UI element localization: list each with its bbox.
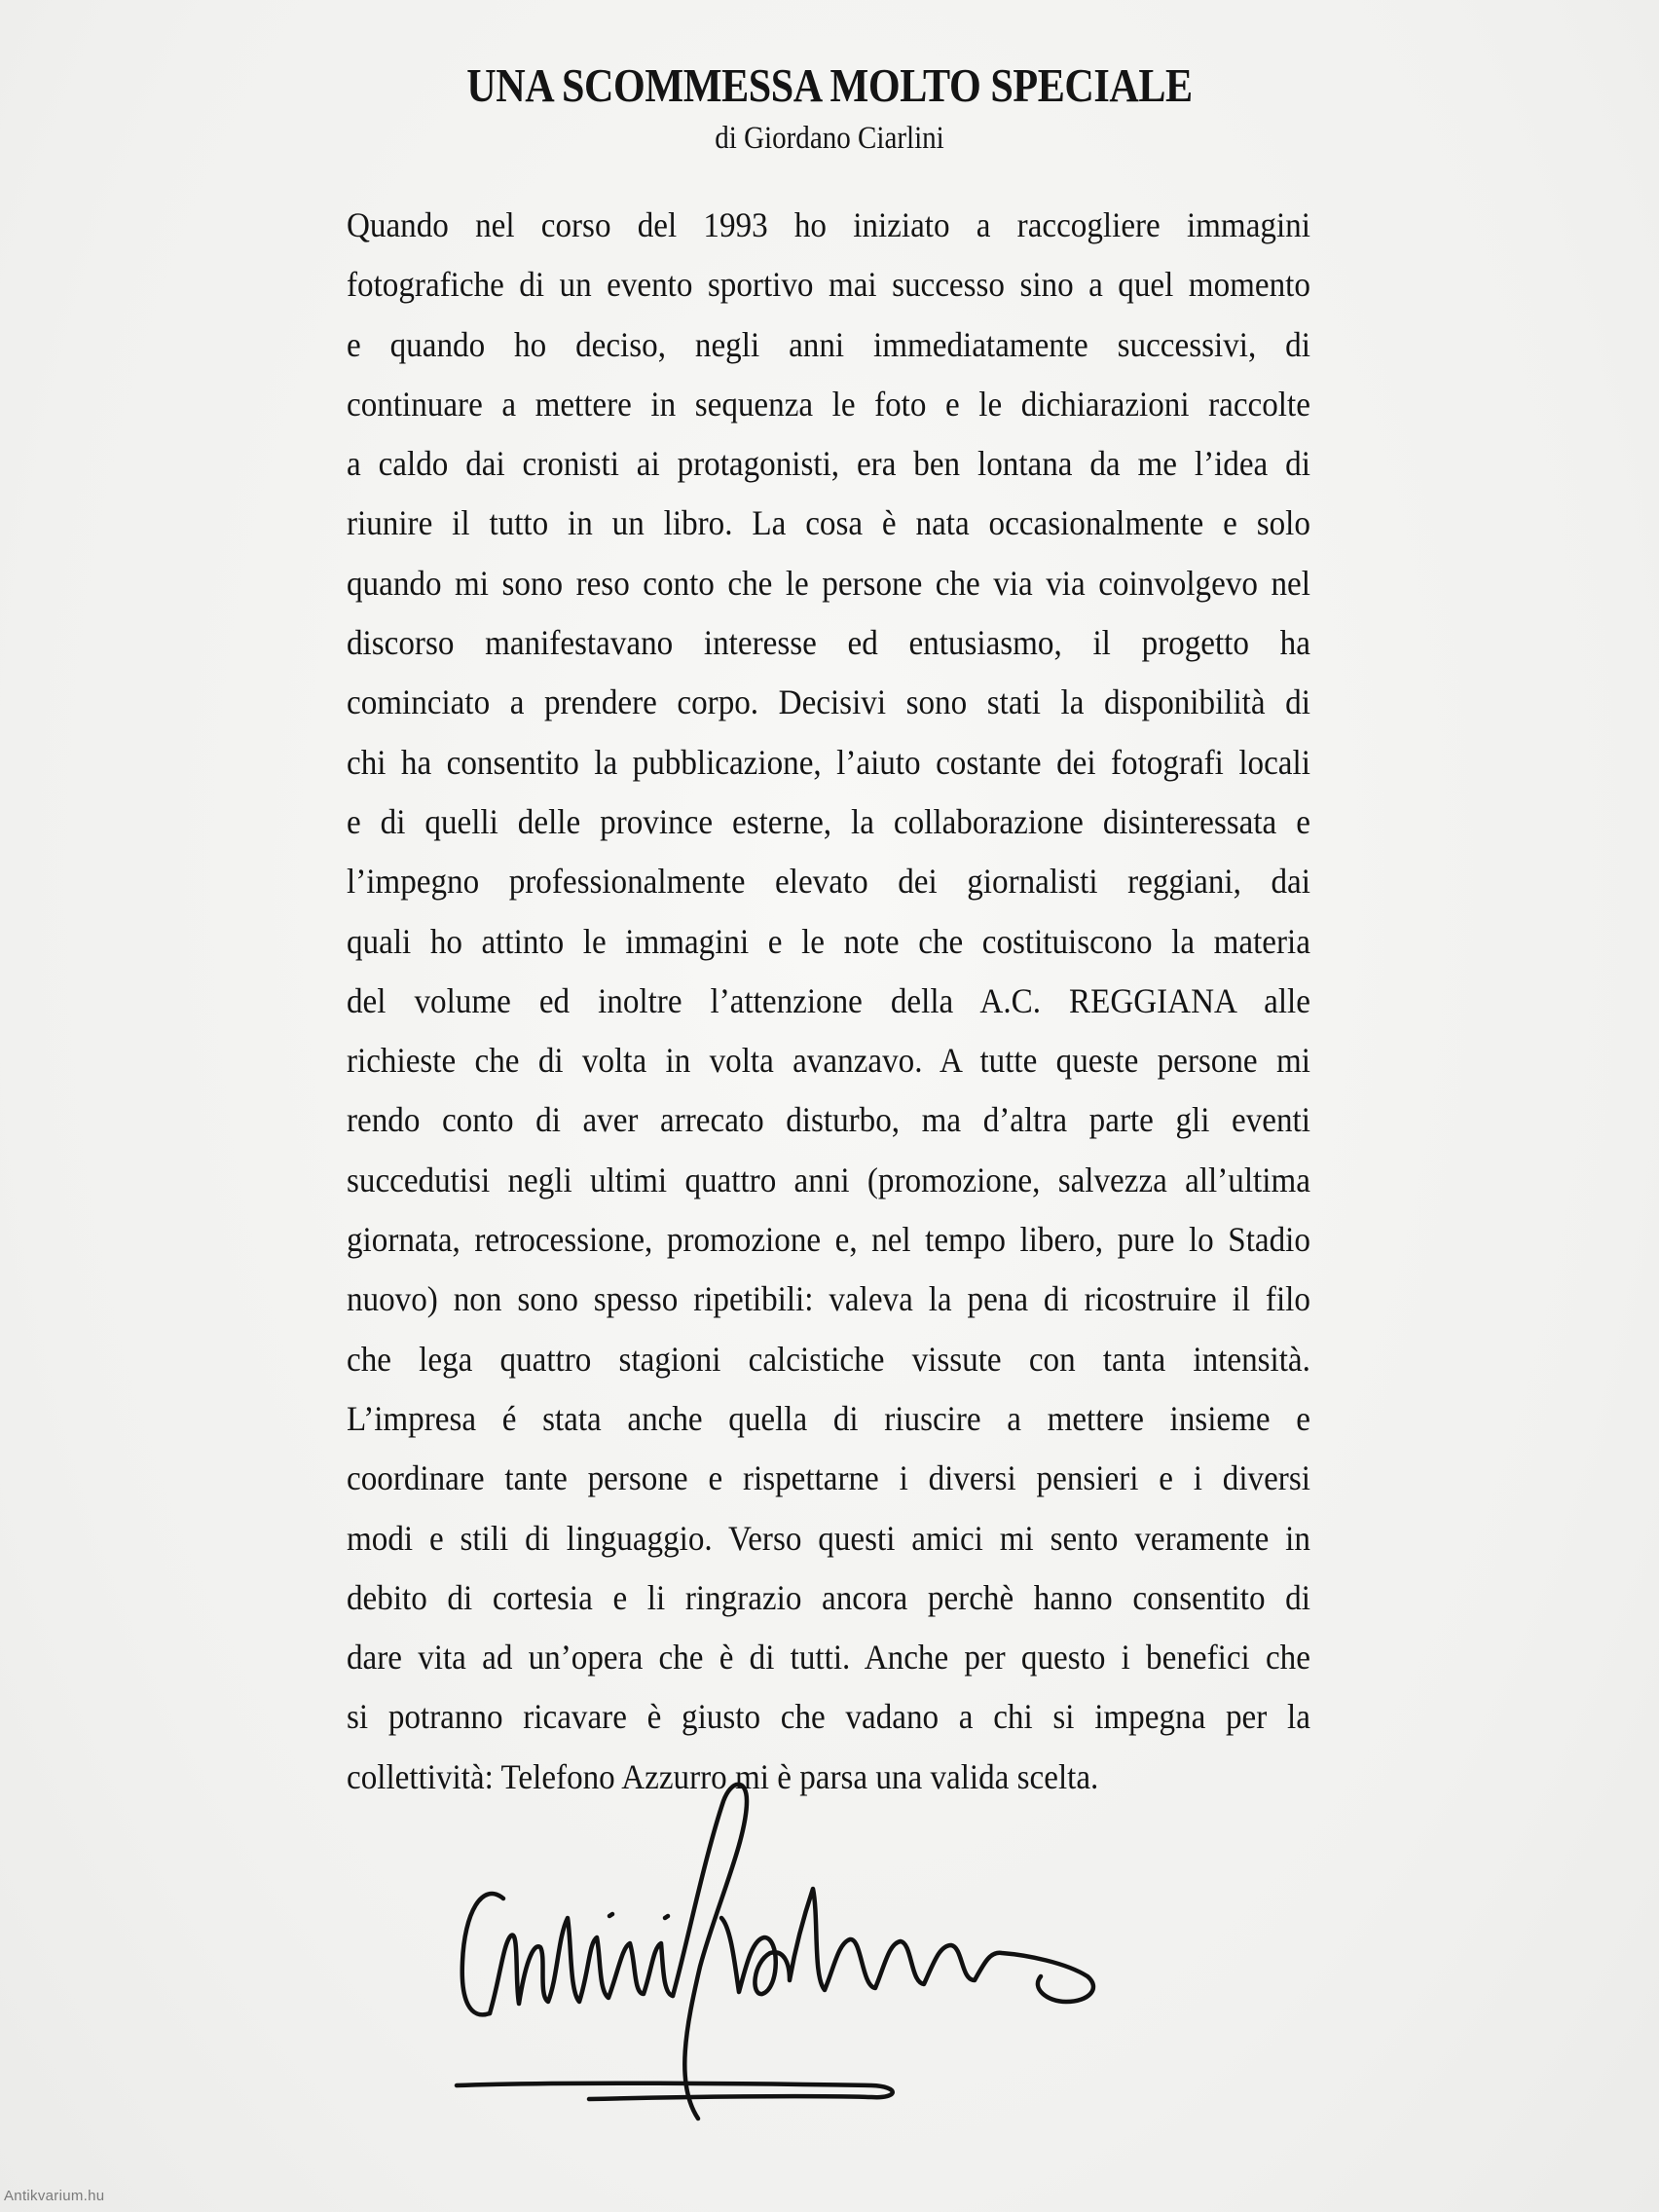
body-line: collettività: Telefono Azzurro mi è parsa una valida scelta. — [347, 1756, 1099, 1796]
body-line: L’impresa é stata anche quella di riuscire a mettere insieme e — [347, 1398, 1310, 1438]
body-line: chi ha consentito la pubblicazione, l’aiuto costante dei fotografi locali — [347, 742, 1310, 782]
body-line: succedutisi negli ultimi quattro anni (promozione, salvezza all’ultima — [347, 1160, 1310, 1199]
body-line: e quando ho deciso, negli anni immediatamente successivi, di — [347, 324, 1310, 364]
body-line: quando mi sono reso conto che le persone che via via coinvolgevo nel — [347, 563, 1310, 603]
body-line: si potranno ricavare è giusto che vadano a chi si impegna per la — [347, 1697, 1310, 1737]
body-line: che lega quattro stagioni calcistiche vissute con tanta intensità. — [347, 1339, 1310, 1379]
body-line: continuare a mettere in sequenza le foto e le dichiarazioni raccolte — [347, 384, 1310, 424]
body-line: fotografiche di un evento sportivo mai successo sino a quel momento — [347, 265, 1310, 305]
signature-stroke-c — [462, 1894, 503, 2014]
signature-dot-2 — [665, 1916, 668, 1918]
signature-stroke-g — [673, 1785, 747, 2119]
body-line: e di quelli delle province esterne, la collaborazione disinteressata e — [347, 801, 1310, 841]
body-line: discorso manifestavano interesse ed entusiasmo, il progetto ha — [347, 623, 1310, 663]
author-byline: di Giordano Ciarlini — [715, 121, 944, 156]
author-signature — [443, 1772, 1183, 2132]
body-line: riunire il tutto in un libro. La cosa è nata occasionalmente e solo — [347, 503, 1310, 543]
signature-stroke-iordano — [721, 1889, 1093, 2002]
body-line: l’impegno professionalmente elevato dei giornalisti reggiani, dai — [347, 862, 1310, 902]
document-title: UNA SCOMMESSA MOLTO SPECIALE — [466, 58, 1193, 112]
body-line: debito di cortesia e li ringrazio ancora perchè hanno consentito di — [347, 1577, 1310, 1617]
body-line: nuovo) non sono spesso ripetibili: valeva la pena di ricostruire il filo — [347, 1279, 1310, 1319]
body-line: cominciato a prendere corpo. Decisivi sono stati la disponibilità di — [347, 682, 1310, 722]
watermark: Antikvarium.hu — [4, 2188, 105, 2204]
body-line: richieste che di volta in volta avanzavo. A tutte queste persone mi — [347, 1041, 1310, 1081]
body-line: del volume ed inoltre l’attenzione della A.C. REGGIANA alle — [347, 980, 1310, 1020]
body-line: quali ho attinto le immagini e le note che costituiscono la materia — [347, 921, 1310, 961]
body-line: modi e stili di linguaggio. Verso questi amici mi sento veramente in — [347, 1518, 1310, 1558]
body-line: a caldo dai cronisti ai protagonisti, era ben lontana da me l’idea di — [347, 444, 1310, 484]
signature-dot-1 — [609, 1914, 612, 1916]
body-text — [347, 196, 1310, 1807]
body-line: rendo conto di aver arrecato disturbo, ma d’altra parte gli eventi — [347, 1100, 1310, 1140]
signature-underline — [457, 2083, 893, 2099]
body-line: Quando nel corso del 1993 ho iniziato a raccogliere immagini — [347, 205, 1310, 244]
body-line: giornata, retrocessione, promozione e, nel tempo libero, pure lo Stadio — [347, 1220, 1310, 1260]
body-line: coordinare tante persone e rispettarne i diversi pensieri e i diversi — [347, 1458, 1310, 1498]
signature-stroke-iarlini — [490, 1918, 673, 2013]
body-line: dare vita ad un’opera che è di tutti. Anche per questo i benefici che — [347, 1638, 1310, 1677]
